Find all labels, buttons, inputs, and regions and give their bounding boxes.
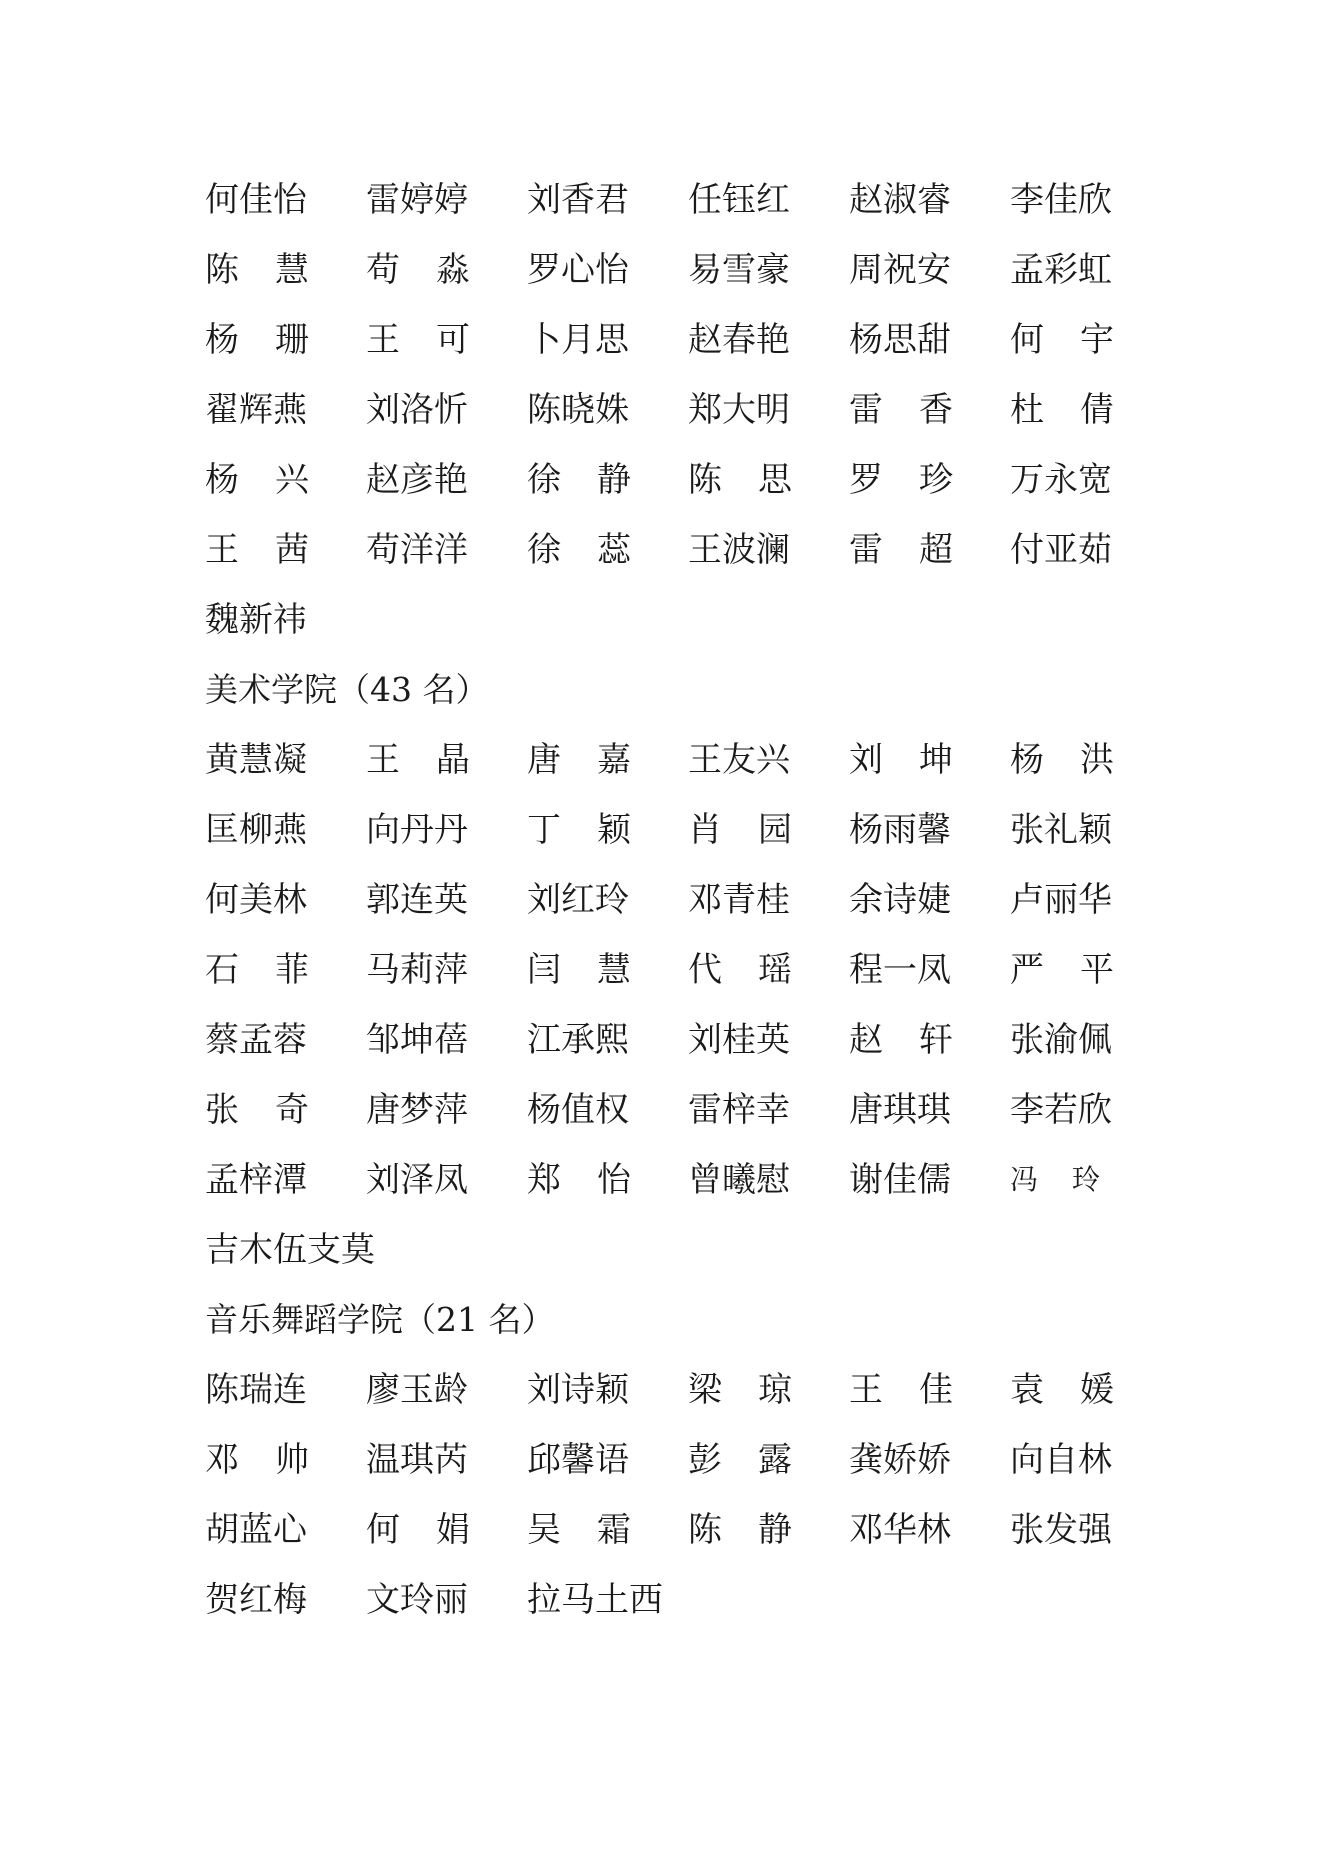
- person-name: 温琪芮: [366, 1440, 468, 1480]
- section-music-dance: [205, 1355, 1125, 1635]
- person-name: 王友兴: [688, 740, 790, 780]
- name-row: [205, 795, 1125, 865]
- person-name: 赵彦艳: [366, 460, 468, 500]
- person-name: 王 茜: [205, 530, 309, 570]
- person-name: 赵淑睿: [849, 180, 951, 220]
- person-name: 陈 静: [688, 1510, 792, 1550]
- person-name: 杨思甜: [849, 320, 951, 360]
- person-name: 向丹丹: [366, 810, 468, 850]
- person-name: 肖 园: [688, 810, 792, 850]
- person-name: 雷 香: [849, 390, 953, 430]
- person-name: 赵春艳: [688, 320, 790, 360]
- person-name: 陈瑞连: [205, 1370, 307, 1410]
- person-name: 刘洛忻: [366, 390, 468, 430]
- person-name: 雷 超: [849, 530, 953, 570]
- person-name: 刘桂英: [688, 1020, 790, 1060]
- person-name: 徐 静: [527, 460, 631, 500]
- person-name: 易雪豪: [688, 250, 790, 290]
- person-name: 张 奇: [205, 1090, 309, 1130]
- person-name: 邹坤蓓: [366, 1020, 468, 1060]
- person-name: 文玲丽: [366, 1580, 468, 1620]
- person-name: 万永宽: [1010, 460, 1112, 500]
- person-name: 周祝安: [849, 250, 951, 290]
- person-name: 郑大明: [688, 390, 790, 430]
- person-name: 唐梦萍: [366, 1090, 468, 1130]
- person-name: 刘 坤: [849, 740, 953, 780]
- person-name: 胡蓝心: [205, 1510, 307, 1550]
- person-name: 冯 玲: [1010, 1163, 1100, 1196]
- person-name: 赵 轩: [849, 1020, 953, 1060]
- person-name: 曾曦慰: [688, 1160, 790, 1200]
- person-name: 郭连英: [366, 880, 468, 920]
- person-name: 邓 帅: [205, 1440, 309, 1480]
- name-row: [205, 1075, 1125, 1145]
- section-fine-arts: [205, 725, 1125, 1285]
- person-name: 杨值权: [527, 1090, 629, 1130]
- person-name: 丁 颖: [527, 810, 631, 850]
- name-row: [205, 1005, 1125, 1075]
- person-name: 蔡孟蓉: [205, 1020, 307, 1060]
- person-name: 杨雨馨: [849, 810, 951, 850]
- person-name: 黄慧凝: [205, 740, 307, 780]
- person-name: 任钰红: [688, 180, 790, 220]
- person-name: 何佳怡: [205, 180, 307, 220]
- person-name: 魏新祎: [205, 600, 307, 640]
- person-name: 龚娇娇: [849, 1440, 951, 1480]
- person-name: 付亚茹: [1010, 530, 1112, 570]
- person-name: 刘香君: [527, 180, 629, 220]
- person-name: 匡柳燕: [205, 810, 307, 850]
- name-list: [205, 165, 1125, 1635]
- person-name: 唐 嘉: [527, 740, 631, 780]
- person-name: 向自林: [1010, 1440, 1112, 1480]
- name-row: [205, 1565, 1125, 1635]
- person-name: 刘红玲: [527, 880, 629, 920]
- person-name: 陈 思: [688, 460, 792, 500]
- person-name: 王 可: [366, 320, 470, 360]
- person-name: 王波澜: [688, 530, 790, 570]
- person-name: 吉木伍支莫: [205, 1230, 375, 1270]
- section-heading-music-dance: 音乐舞蹈学院（21 名）: [205, 1300, 555, 1339]
- person-name: 何 娟: [366, 1510, 470, 1550]
- name-row: [205, 515, 1125, 585]
- person-name: 张渝佩: [1010, 1020, 1112, 1060]
- person-name: 廖玉龄: [366, 1370, 468, 1410]
- person-name: 孟梓潭: [205, 1160, 307, 1200]
- person-name: 陈 慧: [205, 250, 309, 290]
- name-row: [205, 585, 1125, 655]
- person-name: 翟辉燕: [205, 390, 307, 430]
- person-name: 杨 珊: [205, 320, 309, 360]
- person-name: 罗 珍: [849, 460, 953, 500]
- person-name: 何 宇: [1010, 320, 1114, 360]
- person-name: 余诗婕: [849, 880, 951, 920]
- person-name: 雷梓幸: [688, 1090, 790, 1130]
- section-heading-fine-arts: 美术学院（43 名）: [205, 670, 489, 709]
- person-name: 苟洋洋: [366, 530, 468, 570]
- person-name: 邓华林: [849, 1510, 951, 1550]
- name-row: [205, 1425, 1125, 1495]
- person-name: 王 晶: [366, 740, 470, 780]
- person-name: 杨 洪: [1010, 740, 1114, 780]
- name-row: [205, 1145, 1125, 1215]
- person-name: 李佳欣: [1010, 180, 1112, 220]
- name-row: [205, 235, 1125, 305]
- person-name: 江承熙: [527, 1020, 629, 1060]
- person-name: 邱馨语: [527, 1440, 629, 1480]
- person-name: 李若欣: [1010, 1090, 1112, 1130]
- person-name: 严 平: [1010, 950, 1114, 990]
- name-row: [205, 305, 1125, 375]
- person-name: 张礼颖: [1010, 810, 1112, 850]
- person-name: 刘泽凤: [366, 1160, 468, 1200]
- person-name: 拉马土西: [527, 1580, 663, 1620]
- person-name: 徐 蕊: [527, 530, 631, 570]
- person-name: 张发强: [1010, 1510, 1112, 1550]
- person-name: 谢佳儒: [849, 1160, 951, 1200]
- person-name: 杨 兴: [205, 460, 309, 500]
- person-name: 彭 露: [688, 1440, 792, 1480]
- person-name: 杜 倩: [1010, 390, 1114, 430]
- person-name: 代 瑶: [688, 950, 792, 990]
- person-name: 卜月思: [527, 320, 629, 360]
- person-name: 吴 霜: [527, 1510, 631, 1550]
- person-name: 程一凤: [849, 950, 951, 990]
- name-row: [205, 1355, 1125, 1425]
- name-row: [205, 935, 1125, 1005]
- name-row: [205, 445, 1125, 515]
- person-name: 孟彩虹: [1010, 250, 1112, 290]
- name-row: [205, 865, 1125, 935]
- person-name: 袁 媛: [1010, 1370, 1114, 1410]
- person-name: 梁 琼: [688, 1370, 792, 1410]
- person-name: 贺红梅: [205, 1580, 307, 1620]
- name-row: [205, 1215, 1125, 1285]
- person-name: 罗心怡: [527, 250, 629, 290]
- person-name: 王 佳: [849, 1370, 953, 1410]
- person-name: 苟 淼: [366, 250, 470, 290]
- person-name: 陈晓姝: [527, 390, 629, 430]
- person-name: 邓青桂: [688, 880, 790, 920]
- name-row: [205, 375, 1125, 445]
- name-row: [205, 165, 1125, 235]
- person-name: 何美林: [205, 880, 307, 920]
- section-continued: [205, 165, 1125, 655]
- person-name: 刘诗颖: [527, 1370, 629, 1410]
- name-row: [205, 725, 1125, 795]
- person-name: 马莉萍: [366, 950, 468, 990]
- person-name: 石 菲: [205, 950, 309, 990]
- person-name: 唐琪琪: [849, 1090, 951, 1130]
- person-name: 雷婷婷: [366, 180, 468, 220]
- name-row: [205, 1495, 1125, 1565]
- person-name: 闫 慧: [527, 950, 631, 990]
- person-name: 郑 怡: [527, 1160, 631, 1200]
- person-name: 卢丽华: [1010, 880, 1112, 920]
